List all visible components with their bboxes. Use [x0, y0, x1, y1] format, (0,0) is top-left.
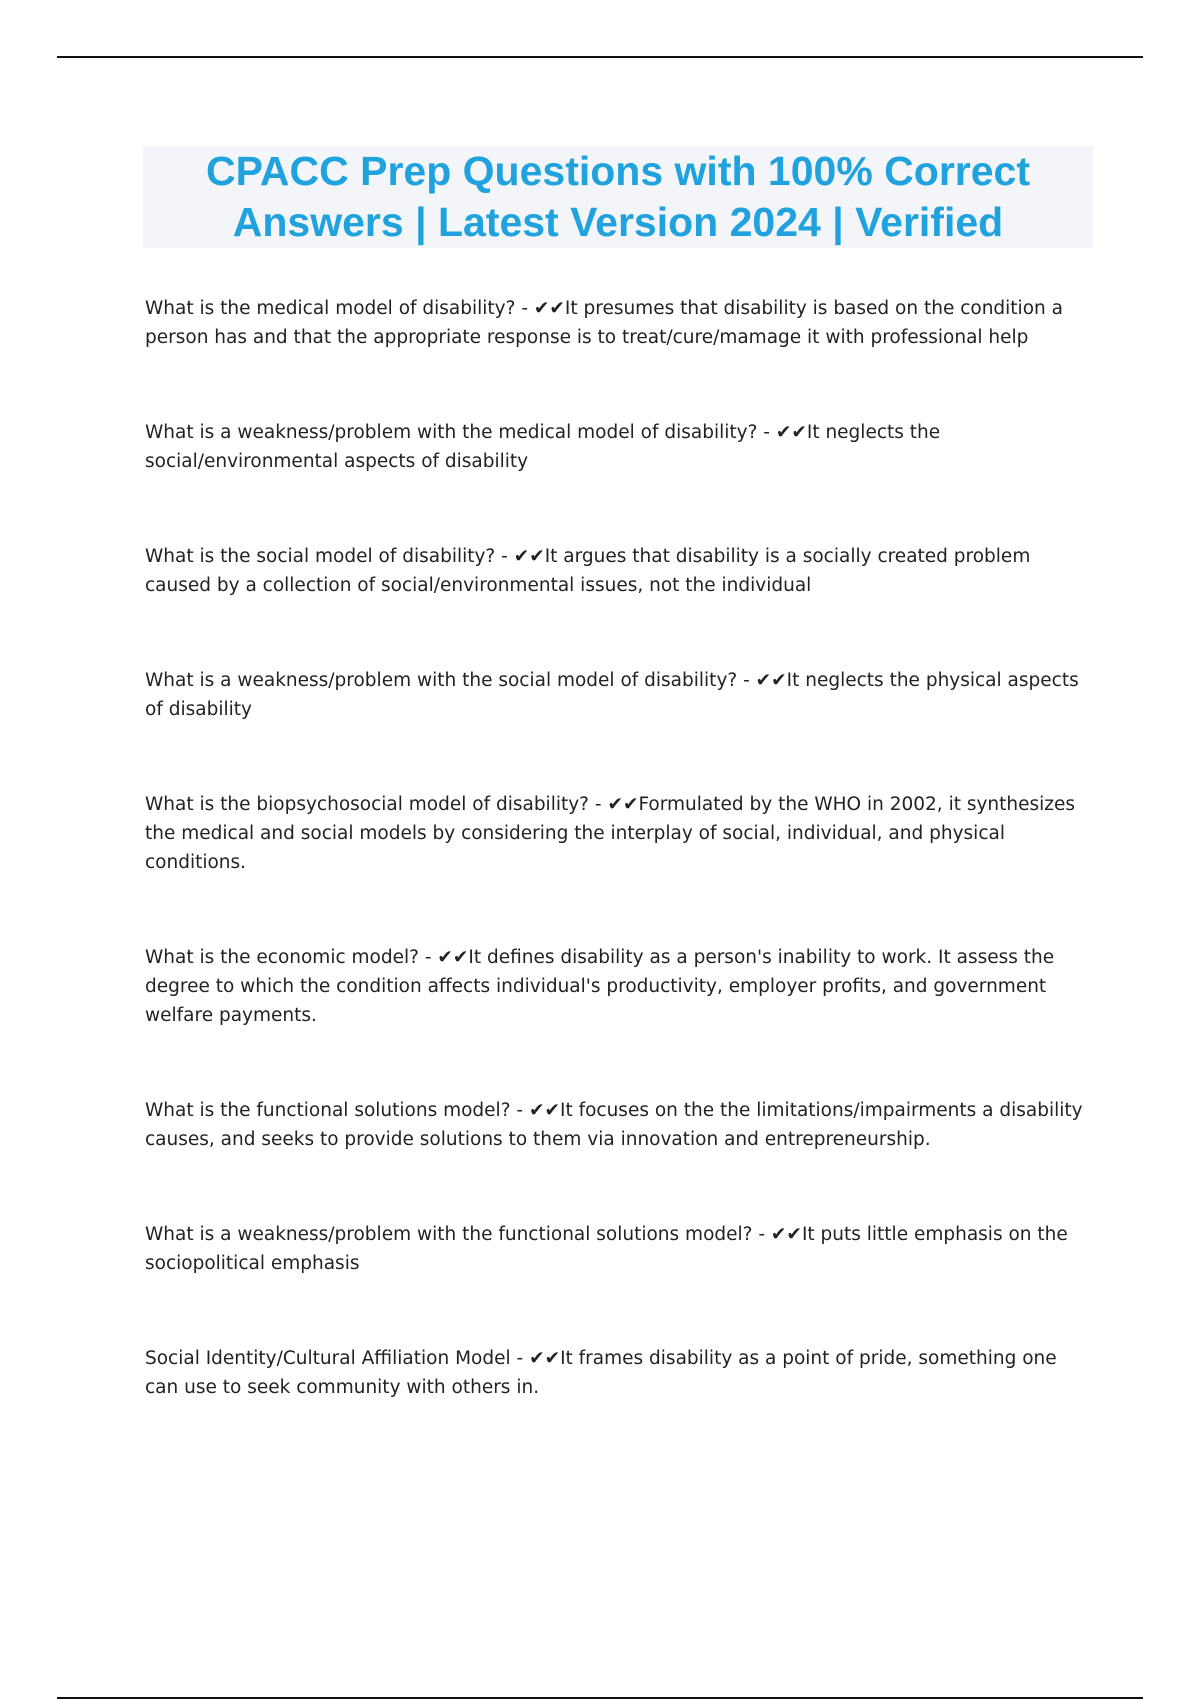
check-mark-icon: ✔✔ [437, 947, 469, 968]
check-mark-icon: ✔✔ [529, 1348, 561, 1369]
answer-text: It focuses on the the limitations/impairments a disability causes, and seeks to provide solutions to them via innovation and entrepreneurship. [145, 1100, 1083, 1150]
qa-item-7 [145, 1096, 1090, 1154]
qa-item-9 [145, 1344, 1090, 1402]
question-text: Social Identity/Cultural Affiliation Model [145, 1348, 511, 1369]
check-mark-icon: ✔✔ [528, 1100, 560, 1121]
answer-text: It neglects the social/environmental aspects of disability [145, 422, 941, 472]
question-text: What is a weakness/problem with the social model of disability? [145, 670, 738, 691]
qa-list [145, 294, 1090, 1402]
top-rule [57, 56, 1143, 58]
separator: - [510, 1348, 530, 1369]
answer-text: It argues that disability is a socially created problem caused by a collection of social/environmental issues, not the individual [145, 546, 1031, 596]
separator: - [757, 422, 776, 443]
separator: - [515, 298, 534, 319]
qa-item-3 [145, 542, 1090, 600]
separator: - [752, 1224, 771, 1245]
answer-text: Formulated by the WHO in 2002, it synthesizes the medical and social models by considering the interplay of social, individual, and physical conditions. [145, 794, 1076, 873]
check-mark-icon: ✔✔ [775, 422, 807, 443]
check-mark-icon: ✔✔ [755, 670, 787, 691]
separator: - [737, 670, 756, 691]
separator: - [589, 794, 608, 815]
question-text: What is a weakness/problem with the medical model of disability? [145, 422, 758, 443]
separator: - [418, 947, 438, 968]
qa-item-6 [145, 943, 1090, 1030]
qa-item-2 [145, 418, 1090, 476]
check-mark-icon: ✔✔ [513, 546, 545, 567]
question-text: What is the biopsychosocial model of disability? [145, 794, 589, 815]
question-text: What is the functional solutions model? [145, 1100, 511, 1121]
answer-text: It frames disability as a point of pride, something one can use to seek community with others in. [145, 1348, 1057, 1398]
separator: - [510, 1100, 529, 1121]
title-banner [143, 146, 1093, 248]
answer-text: It puts little emphasis on the sociopolitical emphasis [145, 1224, 1068, 1274]
document-title: CPACC Prep Questions with 100% Correct Answers | Latest Version 2024 | Verified [206, 148, 1030, 245]
check-mark-icon: ✔✔ [770, 1224, 802, 1245]
qa-item-4 [145, 666, 1090, 724]
bottom-rule [57, 1697, 1143, 1699]
answer-text: It defines disability as a person's inability to work. It assess the degree to which the condition affects individual's productivity, employer profits, and government welfare payments. [145, 947, 1055, 1026]
separator: - [495, 546, 514, 567]
check-mark-icon: ✔✔ [533, 298, 565, 319]
question-text: What is the economic model? [145, 947, 419, 968]
qa-item-8 [145, 1220, 1090, 1278]
answer-text: It neglects the physical aspects of disability [145, 670, 1079, 720]
question-text: What is the medical model of disability? [145, 298, 516, 319]
qa-item-5 [145, 790, 1090, 877]
question-text: What is a weakness/problem with the functional solutions model? [145, 1224, 753, 1245]
question-text: What is the social model of disability? [145, 546, 496, 567]
qa-item-1 [145, 294, 1090, 352]
check-mark-icon: ✔✔ [607, 794, 639, 815]
answer-text: It presumes that disability is based on the condition a person has and that the appropriate response is to treat/cure/mamage it with professional help [145, 298, 1063, 348]
